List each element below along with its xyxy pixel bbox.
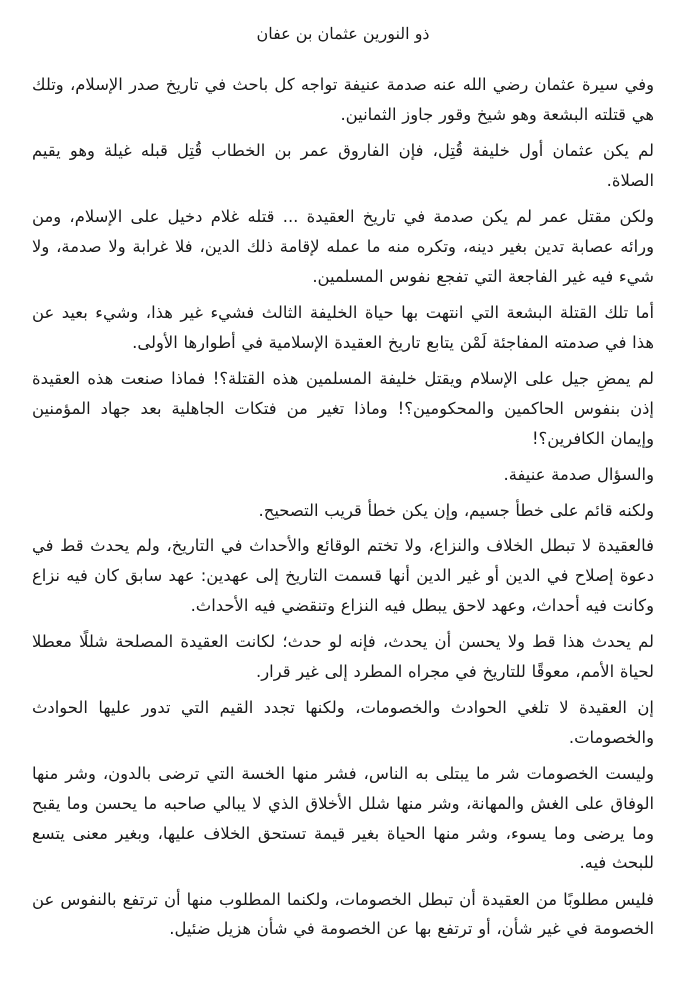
- paragraph-11: وليست الخصومات شر ما يبتلى به الناس، فشر منها الخسة التي ترضى بالدون، وشر منها الوفاق على الغش والمهانة، وشر منها شلل الأخلاق الذي لا يبالي صاحبه ما يحسن وما يقبح وما يرضى وما يسوء، وشر منها الحياة بغير قيمة تستحق الخلاف عليها، وبغير معنى يتسع للبحث فيه.: [32, 764, 654, 873]
- paragraph-12: فليس مطلوبًا من العقيدة أن تبطل الخصومات، ولكنما المطلوب منها أن ترتفع بالنفوس عن الخصومة في غير شأن، أو ترتفع بها عن الخصومة في شأن هزيل ضئيل.: [32, 889, 654, 939]
- paragraph-7: ولكنه قائم على خطأ جسيم، وإن يكن خطأ قريب التصحيح.: [258, 500, 654, 520]
- paragraph-3: ولكن مقتل عمر لم يكن صدمة في تاريخ العقيدة ... قتله غلام دخيل على الإسلام، ومن ورائه عصابة تدين بغير دينه، وتكره منه ما عمله لإقامة ذلك الدين، فلا غرابة ولا صدمة، ولا شيء فيه غير الفاجعة التي تفجع نفوس المسلمين.: [32, 207, 654, 286]
- paragraph-8: فالعقيدة لا تبطل الخلاف والنزاع، ولا تختم الوقائع والأحداث في التاريخ، ولم يحدث قط في دعوة إصلاح في الدين أو غير الدين أنها قسمت التاريخ إلى عهدين: عهد سابق كان فيه نزاع وكانت فيه أحداث، وعهد لاحق يبطل فيه النزاع وتنقضي فيه الأحداث.: [32, 536, 654, 615]
- paragraph-2: لم يكن عثمان أول خليفة قُتِل، فإن الفاروق عمر بن الخطاب قُتِل قبله غيلة وهو يقيم الصلاة.: [32, 141, 654, 190]
- paragraph-4: أما تلك القتلة البشعة التي انتهت بها حياة الخليفة الثالث فشيء غير هذا، وشيء بعيد عن هذا في صدمته المفاجئة لَمْن يتابع تاريخ العقيدة الإسلامية في أطوارها الأولى.: [32, 303, 654, 352]
- paragraph-1: وفي سيرة عثمان رضي الله عنه صدمة عنيفة تواجه كل باحث في تاريخ صدر الإسلام، وتلك هي قتلته البشعة وهو شيخ وقور جاوز الثمانين.: [32, 75, 654, 124]
- running-header: ذو النورين عثمان بن عفان: [256, 24, 430, 43]
- paragraph-9: لم يحدث هذا قط ولا يحسن أن يحدث، فإنه لو حدث؛ لكانت العقيدة المصلحة شللًا معطلا لحياة الأمم، معوقًا للتاريخ في مجراه المطرد إلى غير قرار.: [32, 632, 654, 681]
- body-text: [32, 70, 654, 944]
- paragraph-6: والسؤال صدمة عنيفة.: [503, 465, 654, 485]
- paragraph-5: لم يمضِ جيل على الإسلام ويقتل خليفة المسلمين هذه القتلة؟! فماذا صنعت هذه العقيدة إذن بنفوس الحاكمين والمحكومين؟! وماذا تغير من فتكات الجاهلية بعد جهاد المؤمنين وإيمان الكافرين؟!: [32, 369, 654, 448]
- paragraph-10: إن العقيدة لا تلغي الحوادث والخصومات، ولكنها تجدد القيم التي تدور عليها الحوادث والخصومات.: [32, 698, 654, 747]
